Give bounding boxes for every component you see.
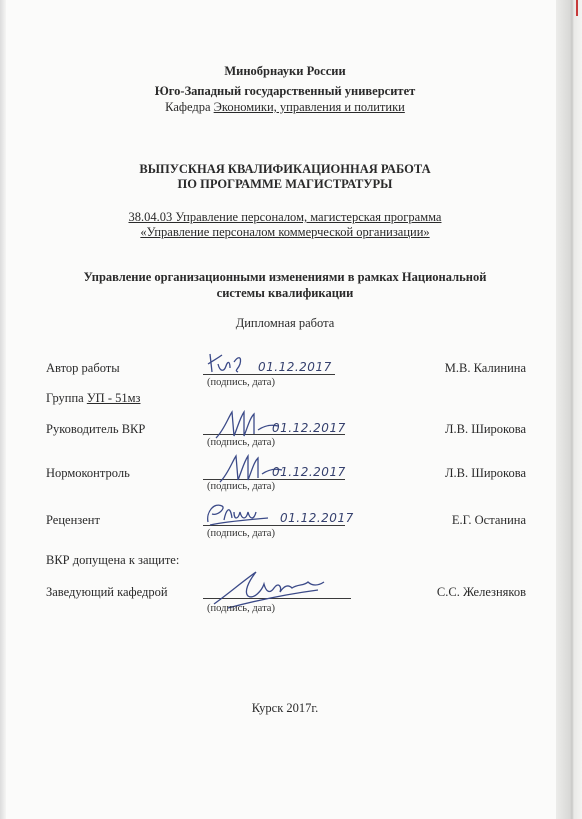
department-prefix: Кафедра xyxy=(165,100,214,114)
author-signature-caption: (подпись, дата) xyxy=(207,377,275,388)
supervisor-name: Л.В. Широкова xyxy=(445,422,526,436)
department-line xyxy=(0,100,570,115)
university-heading: Юго-Западный государственный университет xyxy=(154,84,416,98)
topic-line2: системы квалификации xyxy=(216,286,354,300)
work-type-line1: ВЫПУСКНАЯ КВАЛИФИКАЦИОННАЯ РАБОТА xyxy=(139,162,431,176)
reviewer-name: Е.Г. Останина xyxy=(451,513,526,527)
author-name: М.В. Калинина xyxy=(444,361,526,375)
page-left-edge xyxy=(0,0,6,819)
supervisor-signature-caption: (подпись, дата) xyxy=(207,437,275,448)
author-label: Автор работы xyxy=(46,361,120,375)
head-label: Заведующий кафедрой xyxy=(46,585,168,599)
ministry-heading: Минобрнауки России xyxy=(224,64,346,78)
group-label: Группа xyxy=(46,391,87,405)
group-value: УП - 51мз xyxy=(86,391,141,405)
group-line xyxy=(46,391,140,406)
supervisor-date: 01.12.2017 xyxy=(272,421,346,435)
city-year: Курск 2017г. xyxy=(251,701,319,715)
head-name: С.С. Железняков xyxy=(436,585,526,599)
reviewer-date: 01.12.2017 xyxy=(280,511,354,525)
program-line2: «Управление персоналом коммерческой организации» xyxy=(140,225,430,239)
normcontrol-signature-caption: (подпись, дата) xyxy=(207,481,275,492)
normcontrol-date: 01.12.2017 xyxy=(272,465,346,479)
normcontrol-name: Л.В. Широкова xyxy=(445,466,526,480)
supervisor-label: Руководитель ВКР xyxy=(46,422,146,436)
author-signature xyxy=(204,350,264,378)
author-date: 01.12.2017 xyxy=(258,360,332,374)
head-signature-caption: (подпись, дата) xyxy=(207,603,275,614)
reviewer-signature-caption: (подпись, дата) xyxy=(207,528,275,539)
topic-line1: Управление организационными изменениями в рамках Национальной xyxy=(83,270,487,284)
binding-mark xyxy=(576,0,578,16)
document-kind: Дипломная работа xyxy=(235,316,335,330)
department-name: Экономики, управления и политики xyxy=(213,100,405,114)
reviewer-label: Рецензент xyxy=(46,513,100,527)
work-type-line2: ПО ПРОГРАММЕ МАГИСТРАТУРЫ xyxy=(177,177,393,191)
normcontrol-label: Нормоконтроль xyxy=(46,466,130,480)
program-line1: 38.04.03 Управление персоналом, магистерская программа xyxy=(128,210,442,224)
admitted-label: ВКР допущена к защите: xyxy=(46,553,180,567)
reviewer-signature xyxy=(204,498,278,528)
page-right-edge xyxy=(556,0,582,819)
